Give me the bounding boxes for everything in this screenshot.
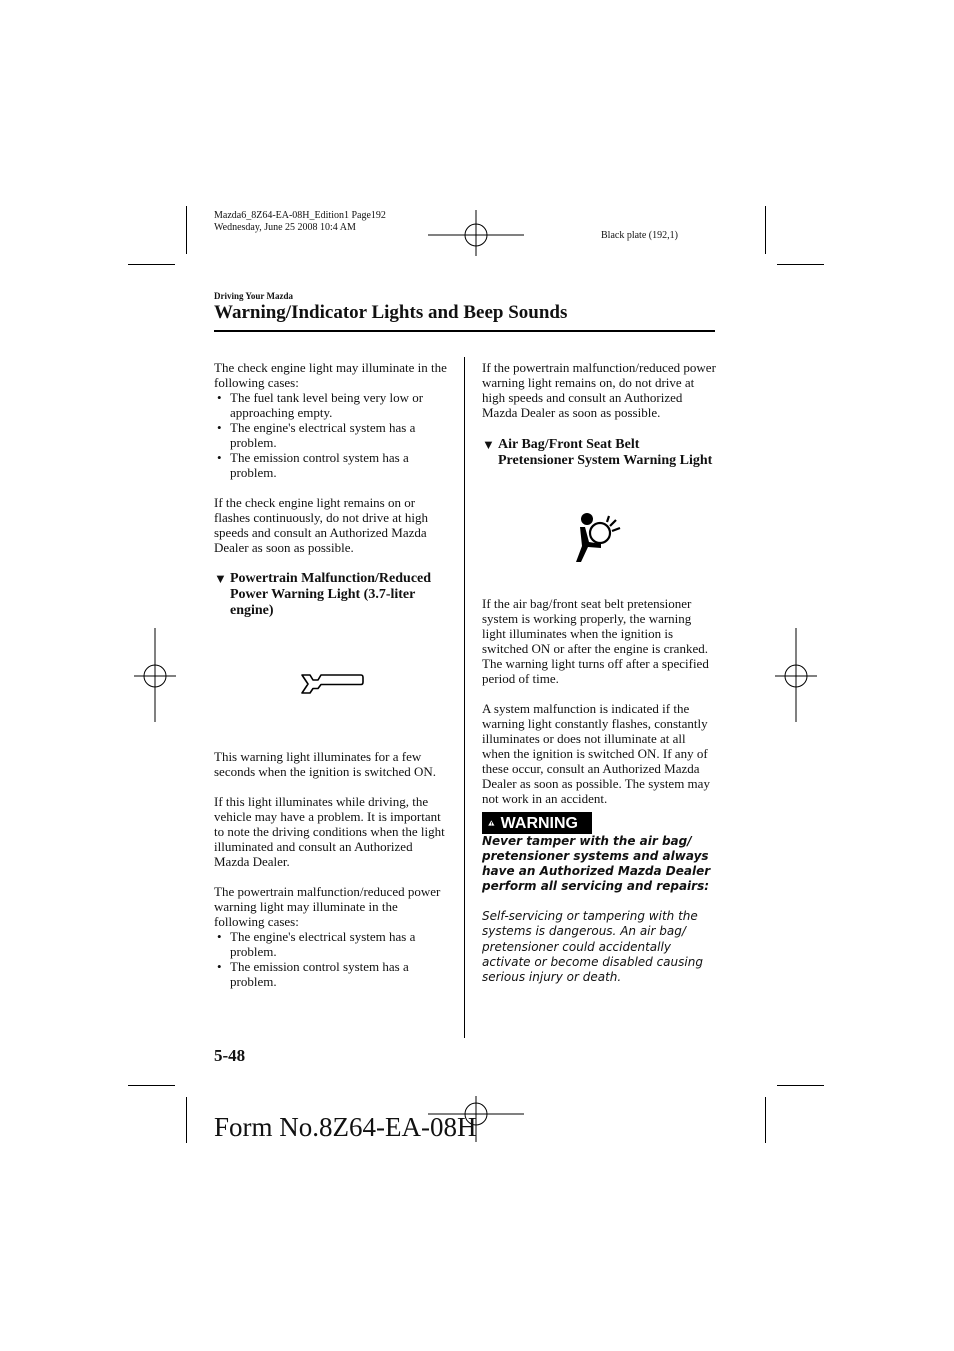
intro-paragraph: The check engine light may illuminate in the following cases: — [214, 360, 447, 390]
warning-bold-text: Never tamper with the air bag/ pretensioner systems and always have an Authorized Mazda Dealer perform all servicing and repairs: — [482, 834, 711, 893]
list-item: • The emission control system has a problem. — [214, 959, 450, 989]
crop-mark — [765, 1097, 766, 1143]
crop-mark — [777, 264, 824, 265]
airbag-icon-box — [482, 484, 716, 590]
file-info-line2: Wednesday, June 25 2008 10:4 AM — [214, 222, 356, 233]
registration-mark-left — [134, 628, 176, 722]
check-engine-paragraph: If the check engine light remains on or flashes continuously, do not drive at high speeds and consult an Authorized Mazda Dealer as soon as possible. — [214, 495, 428, 555]
warning-triangle-icon — [488, 815, 495, 831]
warning-badge — [482, 812, 592, 834]
column-divider — [464, 357, 465, 1038]
airbag-person-icon — [571, 512, 627, 562]
triangle-down-icon: ▼ — [482, 437, 495, 452]
airbag-heading-text: Air Bag/Front Seat Belt Pretensioner System Warning Light — [498, 437, 713, 468]
powertrain-para-2: If this light illuminates while driving, the vehicle may have a problem. It is important to note the driving conditions when the light illuminated and consult an Authorized Mazda Dealer. — [214, 794, 445, 869]
warning-label: WARNING — [500, 814, 578, 832]
plate-info: Black plate (192,1) — [601, 230, 678, 241]
crop-mark — [186, 1097, 187, 1143]
crop-mark — [765, 206, 766, 254]
warning-body-text: Self-servicing or tampering with the systems is dangerous. An air bag/ pretensioner could accidentally activate or become disabled causing serious injury or death. — [482, 909, 703, 985]
crop-mark — [128, 264, 175, 265]
left-column — [214, 360, 450, 1004]
list-item: • The engine's electrical system has a problem. — [214, 420, 450, 450]
right-column — [482, 360, 716, 1000]
powertrain-heading-text: Powertrain Malfunction/Reduced Power Warning Light (3.7-liter engine) — [230, 571, 432, 618]
wrench-icon — [299, 669, 365, 699]
registration-mark-top — [428, 210, 524, 256]
crop-mark — [186, 206, 187, 254]
page-title: Warning/Indicator Lights and Beep Sounds — [214, 302, 568, 323]
section-label: Driving Your Mazda — [214, 291, 294, 301]
powertrain-icon-box — [214, 634, 450, 734]
crop-mark — [128, 1085, 175, 1086]
airbag-heading — [482, 437, 716, 469]
powertrain-para-1: This warning light illuminates for a few seconds when the ignition is switched ON. — [214, 749, 437, 779]
list-item: • The emission control system has a problem. — [214, 450, 450, 480]
list-item: • The engine's electrical system has a problem. — [214, 929, 450, 959]
file-info-line1: Mazda6_8Z64-EA-08H_Edition1 Page192 — [214, 210, 386, 221]
registration-mark-right — [775, 628, 817, 722]
airbag-para-2: A system malfunction is indicated if the warning light constantly flashes, constantly illuminates or does not illuminate at all when the ignition is switched ON. If any of these occur, consult an Authorized Mazda Dealer as soon as possible. The system may not work in an accident. — [482, 701, 710, 806]
title-rule — [214, 330, 715, 332]
list-item: • The fuel tank level being very low or approaching empty. — [214, 390, 450, 420]
crop-mark — [777, 1085, 824, 1086]
page-number: 5-48 — [214, 1046, 246, 1065]
powertrain-para-3: The powertrain malfunction/reduced power warning light may illuminate in the following cases: — [214, 884, 441, 929]
intro-bullet-list — [214, 390, 450, 480]
file-info — [214, 210, 386, 234]
triangle-down-icon: ▼ — [214, 571, 227, 586]
form-number: Form No.8Z64-EA-08H — [214, 1112, 477, 1142]
powertrain-heading — [214, 571, 450, 619]
airbag-para-1: If the air bag/front seat belt pretensioner system is working properly, the warning light illuminates when the ignition is switched ON or after the engine is cranked. The warning light turns off after a specified period of time. — [482, 596, 709, 686]
powertrain-remains-paragraph: If the powertrain malfunction/reduced power warning light remains on, do not drive at high speeds and consult an Authorized Mazda Dealer as soon as possible. — [482, 360, 716, 420]
powertrain-bullet-list — [214, 929, 450, 989]
